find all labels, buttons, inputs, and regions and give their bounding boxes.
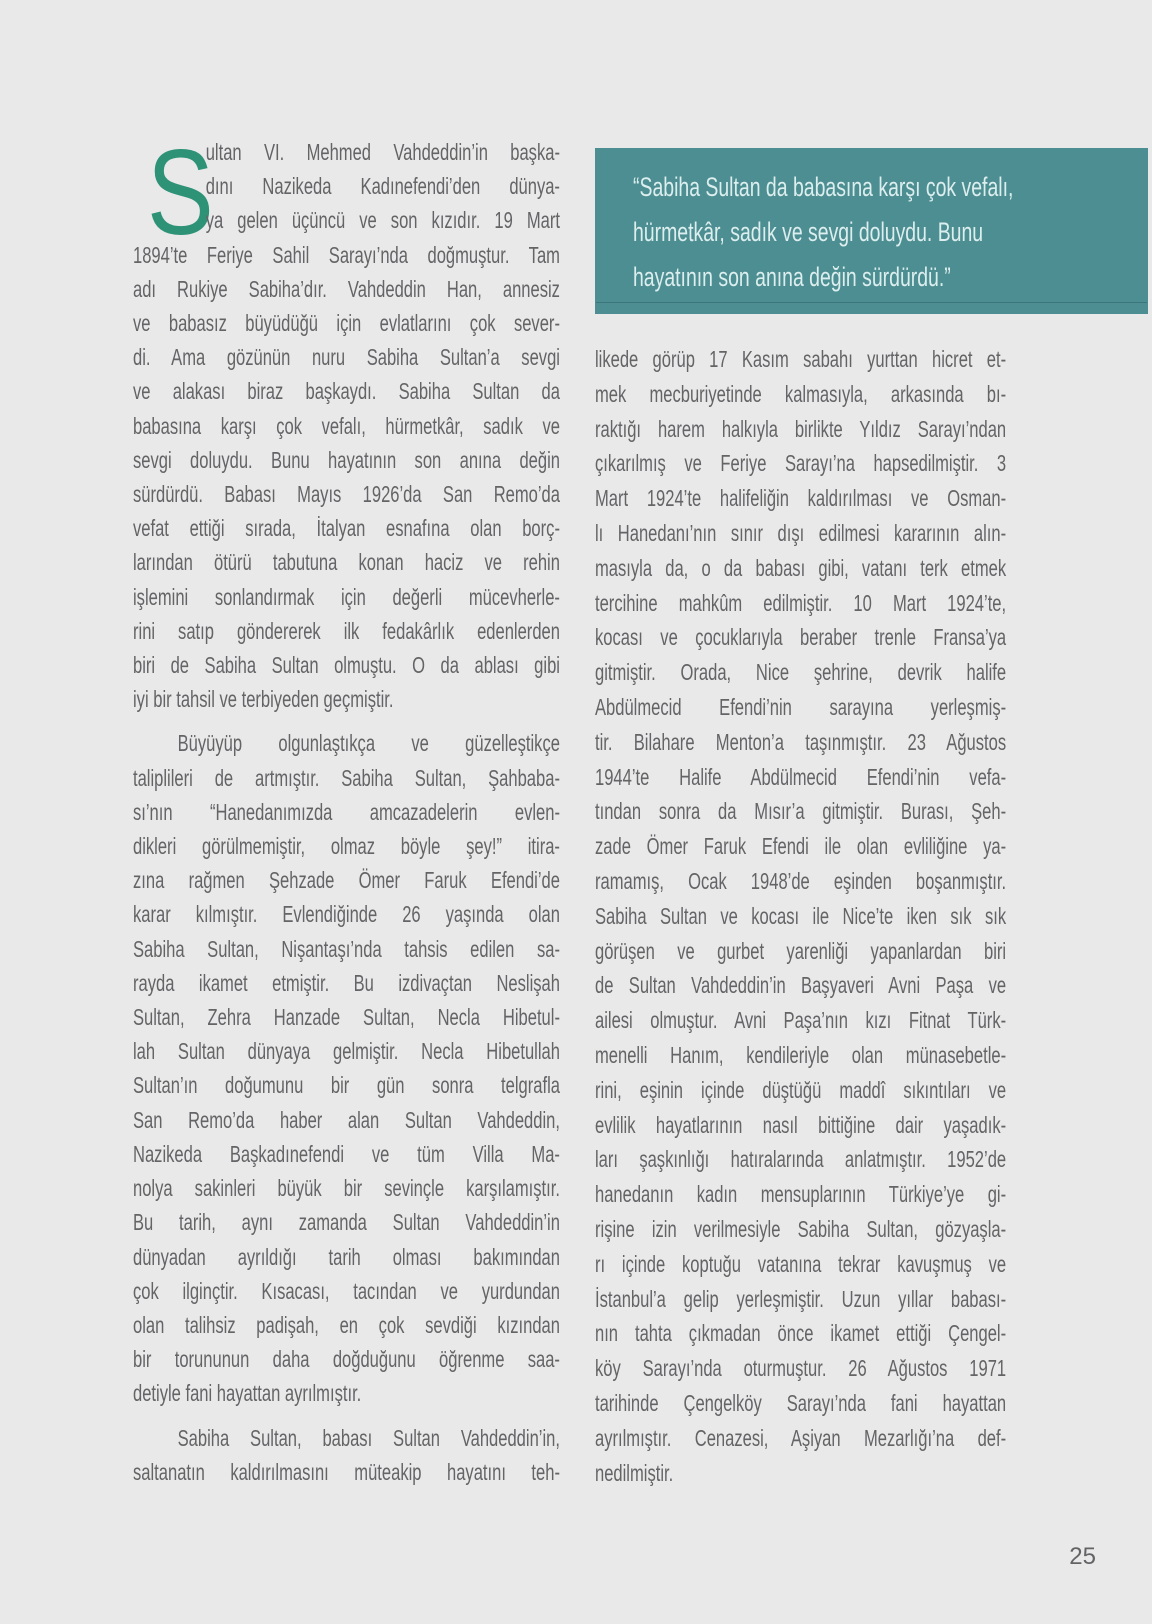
- text-line: dünyadan ayrıldığı tarih olması bakımından: [133, 1243, 560, 1270]
- text-line: ve alakası biraz başkaydı. Sabiha Sultan da: [133, 378, 560, 405]
- text-line: rişine izin verilmesiyle Sabiha Sultan, gözyaşla-: [595, 1215, 1007, 1242]
- text-line: rayda ikamet etmiştir. Bu izdivaçtan Neslişah: [133, 969, 560, 996]
- text-line: adı Rukiye Sabiha’dır. Vahdeddin Han, annesiz: [133, 275, 560, 302]
- text-line: saltanatın kaldırılmasını müteakip hayatını teh-: [133, 1458, 560, 1485]
- text-line: Abdülmecid Efendi’nin sarayına yerleşmiş-: [595, 693, 1007, 720]
- article-left-column: [133, 124, 560, 1489]
- text-line: tından sonra da Mısır’a gitmiştir. Burası, Şeh-: [595, 798, 1007, 825]
- pull-quote-line: “Sabiha Sultan da babasına karşı çok vefalı,: [633, 172, 1014, 202]
- pull-quote-line: hürmetkâr, sadık ve sevgi doluydu. Bunu: [633, 217, 984, 247]
- text-line: sevgi doluydu. Bunu hayatının son anına değin: [133, 446, 560, 473]
- text-line: mek mecburiyetinde kalmasıyla, arkasında bı-: [595, 380, 1007, 407]
- text-line: ve babasız büyüdüğü için evlatlarını çok sever-: [133, 310, 560, 337]
- text-line: işlemini sonlandırmak için değerli mücevherle-: [133, 583, 560, 610]
- text-line: babasına karşı çok vefalı, hürmetkâr, sadık ve: [133, 412, 560, 439]
- text-line: ayrılmıştır. Cenazesi, Aşiyan Mezarlığı’na def-: [595, 1424, 1007, 1451]
- text-line: 1894’te Feriye Sahil Sarayı’nda doğmuştur. Tam: [133, 241, 560, 268]
- text-line: vefat ettiği sırada, İtalyan esnafına olan borç-: [133, 515, 560, 542]
- pull-quote-box: [595, 148, 1148, 314]
- text-line: bir torununun daha doğduğunu öğrenme saa-: [133, 1346, 560, 1373]
- text-line: kocası ve çocuklarıyla beraber trenle Fransa’ya: [595, 624, 1007, 651]
- text-line: çıkarılmış ve Feriye Sarayı’na hapsedilmiştir. 3: [595, 450, 1007, 477]
- text-line: evlilik hayatlarının nasıl bittiğine dair yaşadık-: [595, 1111, 1007, 1138]
- paragraph: [133, 726, 560, 1410]
- article-right-column: [595, 342, 1006, 1490]
- text-line: detiyle fani hayattan ayrılmıştır.: [133, 1380, 362, 1407]
- text-line: sürdürdü. Babası Mayıs 1926’da San Remo’da: [133, 481, 560, 508]
- text-line: görüşen ve gurbet yarenliği yapanlardan biri: [595, 937, 1007, 964]
- text-line: raktığı harem halkıyla birlikte Yıldız Sarayı’ndan: [595, 415, 1007, 442]
- text-line: Bu tarih, aynı zamanda Sultan Vahdeddin’in: [133, 1209, 560, 1236]
- text-line: Sultan’ın doğumunu bir gün sonra telgrafla: [133, 1072, 560, 1099]
- text-line: Nazikeda Başkadınefendi ve tüm Villa Ma-: [133, 1140, 560, 1167]
- text-line: dını Nazikeda Kadınefendi’den dünya-: [205, 173, 560, 200]
- text-line: lı Hanedanı’nın sınır dışı edilmesi kararının alın-: [595, 519, 1007, 546]
- pull-quote-text: [633, 165, 1094, 300]
- text-line: köy Sarayı’nda oturmuştur. 26 Ağustos 1971: [595, 1355, 1007, 1382]
- text-line: iyi bir tahsil ve terbiyeden geçmiştir.: [133, 686, 394, 713]
- text-line: Sultan, Zehra Hanzade Sultan, Necla Hibetul-: [133, 1004, 560, 1031]
- text-line: San Remo’da haber alan Sultan Vahdeddin,: [133, 1106, 560, 1133]
- text-line: likede görüp 17 Kasım sabahı yurttan hicret et-: [595, 346, 1007, 372]
- text-line: larından ötürü tabutuna konan haciz ve rehin: [133, 549, 560, 576]
- text-line: hanedanın kadın mensuplarının Türkiye’ye gi-: [595, 1181, 1007, 1208]
- text-line: di. Ama gözünün nuru Sabiha Sultan’a sevgi: [133, 344, 560, 371]
- text-line: Sabiha Sultan, Nişantaşı’nda tahsis edilen sa-: [133, 935, 560, 962]
- text-line: biri de Sabiha Sultan olmuştu. O da ablası gibi: [133, 652, 560, 679]
- text-line: lah Sultan dünyaya gelmiştir. Necla Hibetullah: [133, 1038, 560, 1065]
- text-line: nın tahta çıkmadan önce ikamet ettiği Çengel-: [595, 1320, 1007, 1347]
- text-line: ramamış, Ocak 1948’de eşinden boşanmıştır.: [595, 867, 1007, 894]
- text-line: tercihine mahkûm edilmiştir. 10 Mart 1924’te,: [595, 589, 1007, 616]
- text-line: Sabiha Sultan ve kocası ile Nice’te iken sık sık: [595, 902, 1007, 929]
- text-line: 1944’te Halife Abdülmecid Efendi’nin vefa-: [595, 763, 1007, 790]
- text-line: menelli Hanım, kendileriyle olan münasebetle-: [595, 1041, 1007, 1068]
- text-line: tir. Bilahare Menton’a taşınmıştır. 23 Ağustos: [595, 728, 1007, 755]
- text-line: ultan VI. Mehmed Vahdeddin’in başka-: [205, 139, 560, 165]
- text-line: zade Ömer Faruk Efendi ile olan evliliğine ya-: [595, 833, 1007, 860]
- text-line: karar kılmıştır. Evlendiğinde 26 yaşında olan: [133, 901, 560, 928]
- text-line: dikleri görülmemiştir, olmaz böyle şey!” itira-: [133, 833, 560, 860]
- text-line: İstanbul’a gelip yerleşmiştir. Uzun yıllar babası-: [595, 1285, 1007, 1312]
- text-line: rini satıp göndererek ilk fedakârlık edenlerden: [133, 617, 560, 644]
- text-line: nedilmiştir.: [595, 1459, 674, 1486]
- paragraph: [133, 1421, 560, 1489]
- text-line: ya gelen üçüncü ve son kızıdır. 19 Mart: [205, 207, 560, 234]
- text-line: rini, eşinin içinde düştüğü maddî sıkıntıları ve: [595, 1076, 1007, 1103]
- pull-quote-line: hayatının son anına değin sürdürdü.”: [633, 262, 951, 292]
- text-line: gitmiştir. Orada, Nice şehrine, devrik halife: [595, 659, 1007, 686]
- text-line: sı’nın “Hanedanımızda amcazadelerin evlen-: [133, 798, 560, 825]
- text-line: Sabiha Sultan, babası Sultan Vahdeddin’in,: [177, 1424, 560, 1451]
- text-line: nolya sakinleri büyük bir sevinçle karşılamıştır.: [133, 1175, 560, 1202]
- page-number: 25: [1069, 1543, 1096, 1570]
- drop-cap: S: [147, 124, 214, 260]
- text-line: rı içinde koptuğu vatanına tekrar kavuşmuş ve: [595, 1250, 1007, 1277]
- text-line: ailesi olmuştur. Avni Paşa’nın kızı Fitnat Türk-: [595, 1007, 1007, 1034]
- text-line: taliplileri de artmıştır. Sabiha Sultan, Şahbaba-: [133, 764, 560, 791]
- text-line: tarihinde Çengelköy Sarayı’nda fani hayattan: [595, 1389, 1007, 1416]
- paragraph: [595, 342, 1006, 1490]
- text-line: Mart 1924’te halifeliğin kaldırılması ve Osman-: [595, 485, 1007, 512]
- paragraph: [133, 124, 560, 716]
- text-line: çok ilginçtir. Kısacası, tacından ve yurdundan: [133, 1277, 560, 1304]
- text-line: ları şaşkınlığı hatıralarında anlatmıştır. 1952’de: [595, 1146, 1007, 1173]
- text-line: olan talihsiz padişah, en çok sevdiği kızından: [133, 1311, 560, 1338]
- text-line: zına rağmen Şehzade Ömer Faruk Efendi’de: [133, 867, 560, 894]
- text-line: de Sultan Vahdeddin’in Başyaveri Avni Paşa ve: [595, 972, 1007, 999]
- text-line: Büyüyüp olgunlaştıkça ve güzelleştikçe: [177, 730, 560, 757]
- text-line: masıyla da, o da babası gibi, vatanı terk etmek: [595, 554, 1007, 581]
